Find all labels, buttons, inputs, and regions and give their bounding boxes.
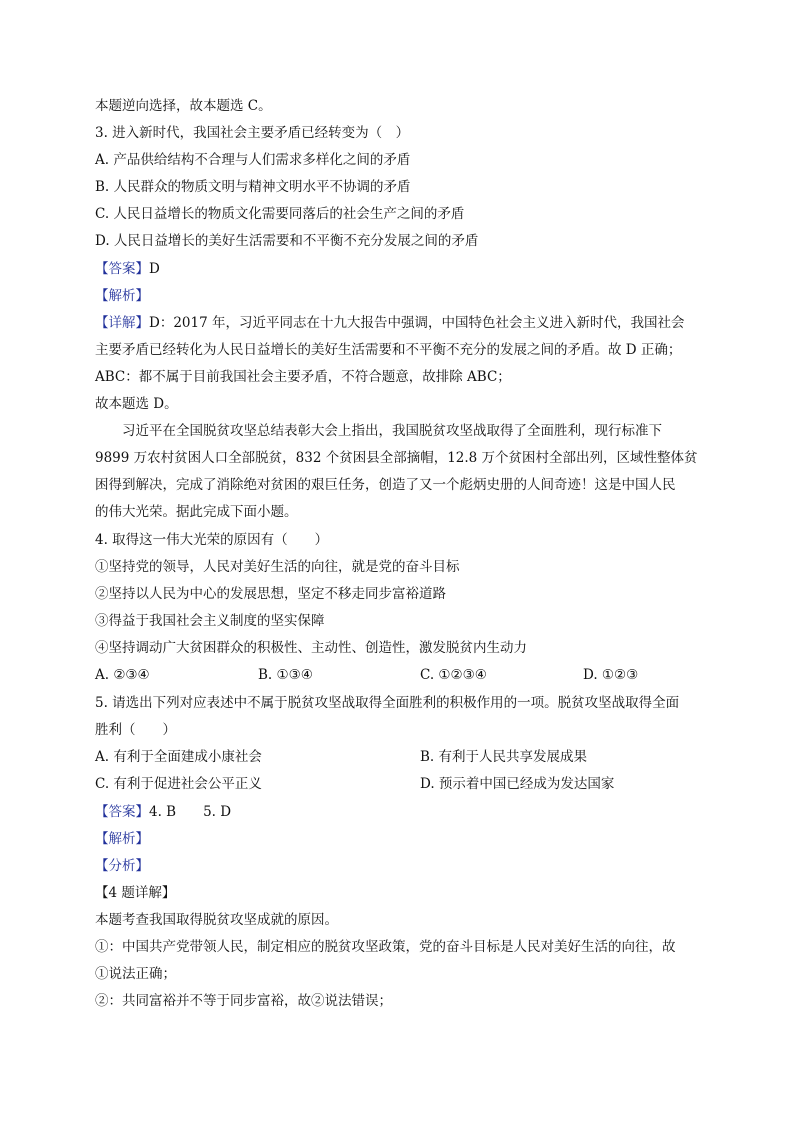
q3-option-d: D. 人民日益增长的美好生活需要和不平衡不充分发展之间的矛盾 bbox=[95, 233, 479, 249]
passage-line: 困得到解决，完成了消除绝对贫困的艰巨任务，创造了又一个彪炳史册的人间奇迹！这是中国人民 bbox=[95, 477, 676, 493]
q4-statement-3: ③得益于我国社会主义制度的坚实保障 bbox=[95, 613, 325, 629]
q3-detail bbox=[95, 313, 684, 333]
q45-fenxi bbox=[95, 856, 149, 876]
q4-statement-2: ②坚持以人民为中心的发展思想，坚定不移走同步富裕道路 bbox=[95, 586, 446, 602]
text-line: ②：共同富裕并不等于同步富裕，故②说法错误； bbox=[95, 993, 392, 1009]
q3-option-a: A. 产品供给结构不合理与人们需求多样化之间的矛盾 bbox=[95, 152, 411, 168]
answer-value: D bbox=[149, 261, 160, 277]
answer-tag: 【答案】 bbox=[95, 804, 149, 820]
q3-analysis bbox=[95, 286, 149, 306]
fenxi-tag: 【分析】 bbox=[95, 858, 149, 874]
answer-value: 4. B 5. D bbox=[149, 804, 232, 820]
text-line: 本题考查我国取得脱贫攻坚成就的原因。 bbox=[95, 912, 338, 928]
q5-option-a: A. 有利于全面建成小康社会 bbox=[95, 749, 262, 765]
q45-answer bbox=[95, 802, 231, 822]
text-line: 本题逆向选择，故本题选 C。 bbox=[95, 98, 272, 114]
q3-answer bbox=[95, 259, 160, 279]
q3-option-b: B. 人民群众的物质文明与精神文明水平不协调的矛盾 bbox=[95, 179, 411, 195]
text-line: 故本题选 D。 bbox=[95, 396, 178, 412]
passage-line: 9899 万农村贫困人口全部脱贫，832 个贫困县全部摘帽，12.8 万个贫困村全部出列，区域性整体贫 bbox=[95, 450, 698, 466]
q4-option-c: C. ①②③④ bbox=[420, 667, 487, 683]
q5-option-d: D. 预示着中国已经成为发达国家 bbox=[420, 776, 615, 792]
detail-text: D：2017 年，习近平同志在十九大报告中强调，中国特色社会主义进入新时代，我国社会 bbox=[149, 315, 685, 331]
passage-line: 习近平在全国脱贫攻坚总结表彰大会上指出，我国脱贫攻坚战取得了全面胜利，现行标准下 bbox=[122, 423, 662, 439]
q4-option-d: D. ①②③ bbox=[583, 667, 639, 683]
detail-tag: 【详解】 bbox=[95, 315, 149, 331]
q4-detail-heading: 【4 题详解】 bbox=[95, 885, 176, 901]
question-5-stem: 5. 请选出下列对应表述中不属于脱贫攻坚战取得全面胜利的积极作用的一项。脱贫攻坚战取得全面 bbox=[95, 695, 680, 711]
q5-option-b: B. 有利于人民共享发展成果 bbox=[420, 749, 588, 765]
question-5-stem-cont: 胜利（ ） bbox=[95, 722, 176, 738]
question-3-stem: 3. 进入新时代，我国社会主要矛盾已经转变为（ ） bbox=[95, 125, 410, 141]
text-line: ①说法正确； bbox=[95, 966, 176, 982]
q4-statement-1: ①坚持党的领导，人民对美好生活的向往，就是党的奋斗目标 bbox=[95, 559, 460, 575]
text-line: ABC：都不属于目前我国社会主要矛盾，不符合题意，故排除 ABC； bbox=[95, 369, 511, 385]
text-line: 主要矛盾已经转化为人民日益增长的美好生活需要和不平衡不充分的发展之间的矛盾。故 D 正确； bbox=[95, 342, 682, 358]
passage-line: 的伟大光荣。据此完成下面小题。 bbox=[95, 504, 298, 520]
q4-option-a: A. ②③④ bbox=[95, 667, 150, 683]
question-4-stem: 4. 取得这一伟大光荣的原因有（ ） bbox=[95, 532, 329, 548]
text-line: ①：中国共产党带领人民，制定相应的脱贫攻坚政策，党的奋斗目标是人民对美好生活的向往，故 bbox=[95, 939, 676, 955]
q45-analysis bbox=[95, 829, 149, 849]
answer-tag: 【答案】 bbox=[95, 261, 149, 277]
q4-statement-4: ④坚持调动广大贫困群众的积极性、主动性、创造性，激发脱贫内生动力 bbox=[95, 640, 527, 656]
analysis-tag: 【解析】 bbox=[95, 288, 149, 304]
q3-option-c: C. 人民日益增长的物质文化需要同落后的社会生产之间的矛盾 bbox=[95, 206, 465, 222]
q4-option-b: B. ①③④ bbox=[258, 667, 313, 683]
analysis-tag: 【解析】 bbox=[95, 831, 149, 847]
q5-option-c: C. 有利于促进社会公平正义 bbox=[95, 776, 262, 792]
